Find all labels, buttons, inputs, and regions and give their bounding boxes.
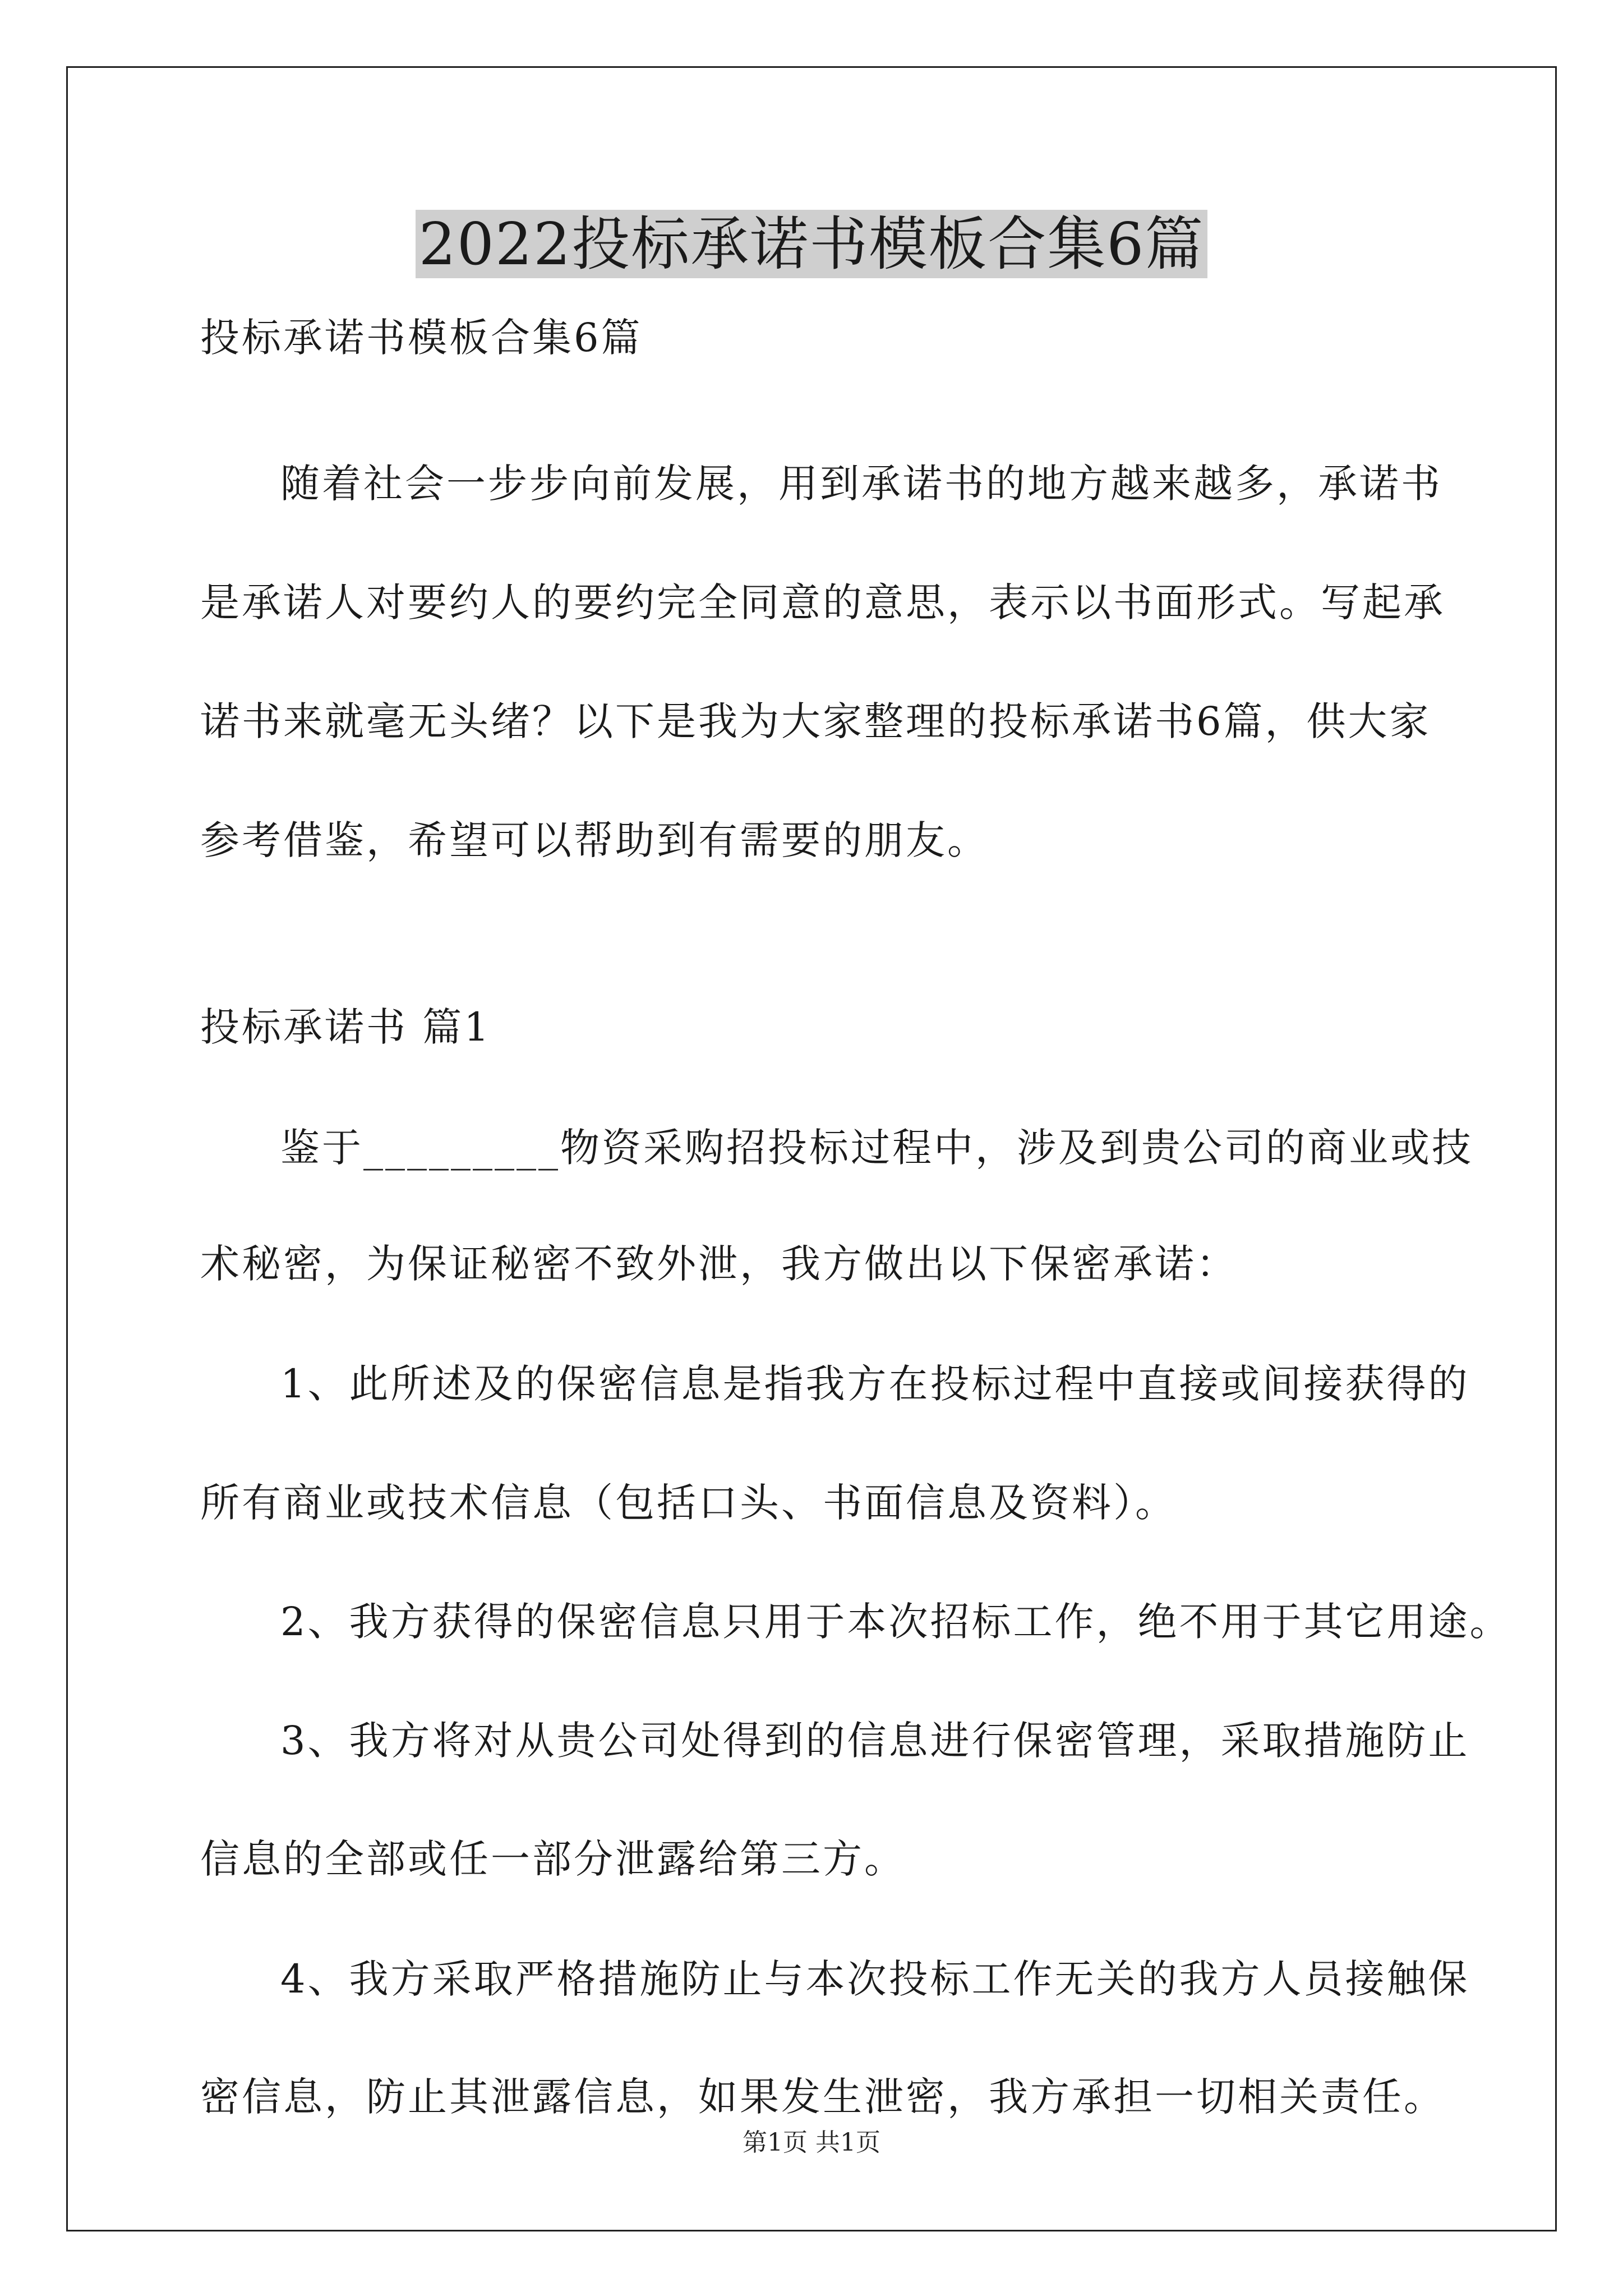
- section-line-5: 2、我方获得的保密信息只用于本次招标工作，绝不用于其它用途。: [280, 1599, 1511, 1645]
- section-line-9: 密信息，防止其泄露信息，如果发生泄密，我方承担一切相关责任。: [200, 2074, 1445, 2120]
- section-line-6: 3、我方将对从贵公司处得到的信息进行保密管理，采取措施防止: [280, 1718, 1470, 1764]
- intro-line-2: 是承诺人对要约人的要约完全同意的意思，表示以书面形式。写起承: [200, 579, 1445, 625]
- document-title-text: 2022投标承诺书模板合集6篇: [416, 210, 1208, 278]
- document-subtitle: 投标承诺书模板合集6篇: [200, 315, 643, 361]
- section-heading: 投标承诺书 篇1: [200, 1004, 491, 1050]
- document-title: [0, 202, 1623, 286]
- section-line-8: 4、我方采取严格措施防止与本次投标工作无关的我方人员接触保: [280, 1956, 1470, 2002]
- section-line-4: 所有商业或技术信息（包括口头、书面信息及资料）。: [200, 1480, 1177, 1526]
- section-line-1: 鉴于_________物资采购招投标过程中，涉及到贵公司的商业或技: [280, 1125, 1473, 1171]
- section-line-3: 1、此所述及的保密信息是指我方在投标过程中直接或间接获得的: [280, 1361, 1470, 1407]
- intro-line-4: 参考借鉴，希望可以帮助到有需要的朋友。: [200, 817, 989, 863]
- section-line-7: 信息的全部或任一部分泄露给第三方。: [200, 1836, 906, 1882]
- intro-line-1: 随着社会一步步向前发展，用到承诺书的地方越来越多，承诺书: [280, 461, 1442, 507]
- intro-line-3: 诺书来就毫无头绪？以下是我为大家整理的投标承诺书6篇，供大家: [200, 698, 1431, 744]
- page-footer: 第1页 共1页: [743, 2128, 880, 2157]
- section-line-2: 术秘密，为保证秘密不致外泄，我方做出以下保密承诺：: [200, 1241, 1238, 1287]
